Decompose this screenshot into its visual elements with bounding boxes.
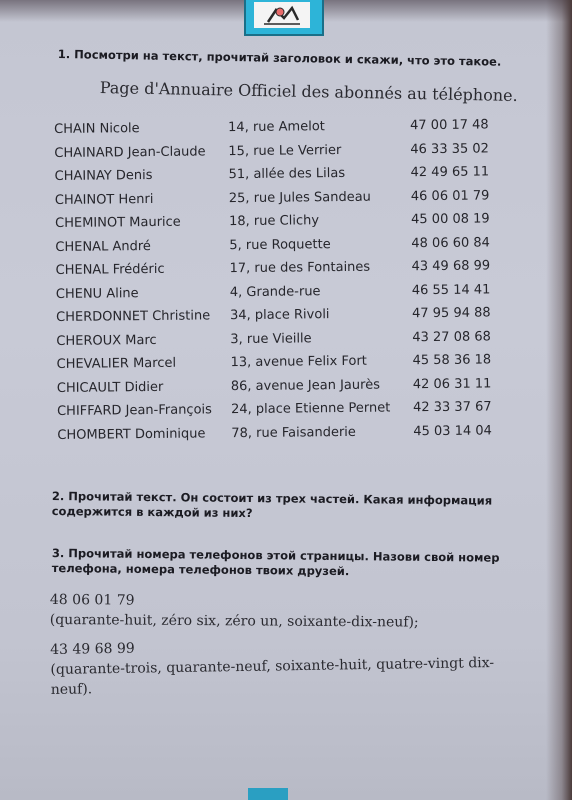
task-2-line-2: содержится в каждой из них? xyxy=(51,503,253,521)
subscriber-phone: 46 33 35 02 xyxy=(410,140,489,157)
subscriber-phone: 42 49 65 11 xyxy=(410,164,490,181)
subscriber-phone: 46 06 01 79 xyxy=(410,187,490,204)
subscriber-address: 25, rue Jules Sandeau xyxy=(228,189,371,206)
subscriber-name: CHENAL Frédéric xyxy=(55,261,165,278)
subscriber-phone: 43 27 08 68 xyxy=(412,328,491,345)
subscriber-name: CHAINARD Jean-Claude xyxy=(54,143,206,161)
subscriber-name: CHENU Aline xyxy=(55,285,139,302)
subscriber-phone: 43 49 68 99 xyxy=(411,258,491,275)
subscriber-name: CHAINAY Denis xyxy=(54,167,153,184)
subscriber-phone: 42 06 31 11 xyxy=(412,375,492,392)
subscriber-phone: 45 00 08 19 xyxy=(411,211,490,228)
task-2-instruction xyxy=(52,489,493,524)
subscriber-address: 15, rue Le Verrier xyxy=(228,142,342,159)
subscriber-name: CHIFFARD Jean-François xyxy=(56,402,212,419)
section-logo-icon xyxy=(244,0,324,36)
subscriber-name: CHOMBERT Dominique xyxy=(57,425,206,443)
example-2-words-line-2: neuf). xyxy=(50,681,93,698)
subscriber-phone: 46 55 14 41 xyxy=(411,281,491,298)
subscriber-phone: 45 58 36 18 xyxy=(412,352,492,369)
example-1-number: 48 06 01 79 xyxy=(49,591,135,609)
task-3-line-2: телефона, номера телефонов твоих друзей. xyxy=(51,560,350,579)
subscriber-address: 18, rue Clichy xyxy=(229,213,320,230)
subscriber-phone: 47 00 17 48 xyxy=(410,117,489,134)
subscriber-name: CHERDONNET Christine xyxy=(56,308,211,325)
example-1-words: (quarante-huit, zéro six, zéro un, soixante-dix-neuf); xyxy=(49,611,419,631)
example-1 xyxy=(50,590,419,633)
subscriber-name: CHAIN Nicole xyxy=(54,121,140,137)
subscriber-address: 34, place Rivoli xyxy=(230,307,330,324)
subscriber-address: 24, place Etienne Pernet xyxy=(230,400,391,418)
subscriber-name: CHICAULT Didier xyxy=(56,379,164,396)
subscriber-address: 17, rue des Fontaines xyxy=(229,259,371,277)
directory-table xyxy=(54,113,497,447)
example-2-words-line-1: (quarante-trois, quarante-neuf, soixante-huit, quatre-vingt dix- xyxy=(50,655,495,678)
subscriber-address: 5, rue Roquette xyxy=(229,236,331,253)
subscriber-phone: 47 95 94 88 xyxy=(411,305,491,322)
subscriber-address: 78, rue Faisanderie xyxy=(231,424,356,441)
subscriber-address: 86, avenue Jean Jaurès xyxy=(230,377,381,394)
task-2-line-1: 2. Прочитай текст. Он состоит из трех частей. Какая информация xyxy=(51,489,493,508)
subscriber-phone: 42 33 37 67 xyxy=(412,399,492,416)
task-1-instruction: 1. Посмотри на текст, прочитай заголовок и скажи, что это такое. xyxy=(57,47,502,69)
subscriber-name: CHENAL André xyxy=(55,238,151,255)
task-3-line-1: 3. Прочитай номера телефонов этой страницы. Назови свой номер xyxy=(51,546,500,565)
task-3-instruction xyxy=(52,546,500,581)
subscriber-address: 51, allée des Lilas xyxy=(228,165,346,183)
subscriber-address: 4, Grande-rue xyxy=(229,283,321,300)
example-2 xyxy=(50,633,495,700)
subscriber-name: CHEVALIER Marcel xyxy=(56,355,177,372)
subscriber-phone: 45 03 14 04 xyxy=(413,422,492,439)
directory-heading: Page d'Annuaire Officiel des abonnés au téléphone. xyxy=(99,78,518,106)
subscriber-address: 3, rue Vieille xyxy=(230,330,312,347)
page-binding-shadow xyxy=(546,0,572,800)
subscriber-address: 14, rue Amelot xyxy=(228,119,325,136)
subscriber-name: CHEROUX Marc xyxy=(56,332,157,349)
page-number-mark xyxy=(248,788,288,800)
example-2-number: 43 49 68 99 xyxy=(50,640,135,658)
subscriber-address: 13, avenue Felix Fort xyxy=(230,353,367,371)
subscriber-name: CHEMINOT Maurice xyxy=(55,214,181,231)
subscriber-phone: 48 06 60 84 xyxy=(411,234,490,251)
subscriber-name: CHAINOT Henri xyxy=(54,191,154,208)
logo-illustration xyxy=(254,2,310,28)
directory-row xyxy=(57,419,497,447)
